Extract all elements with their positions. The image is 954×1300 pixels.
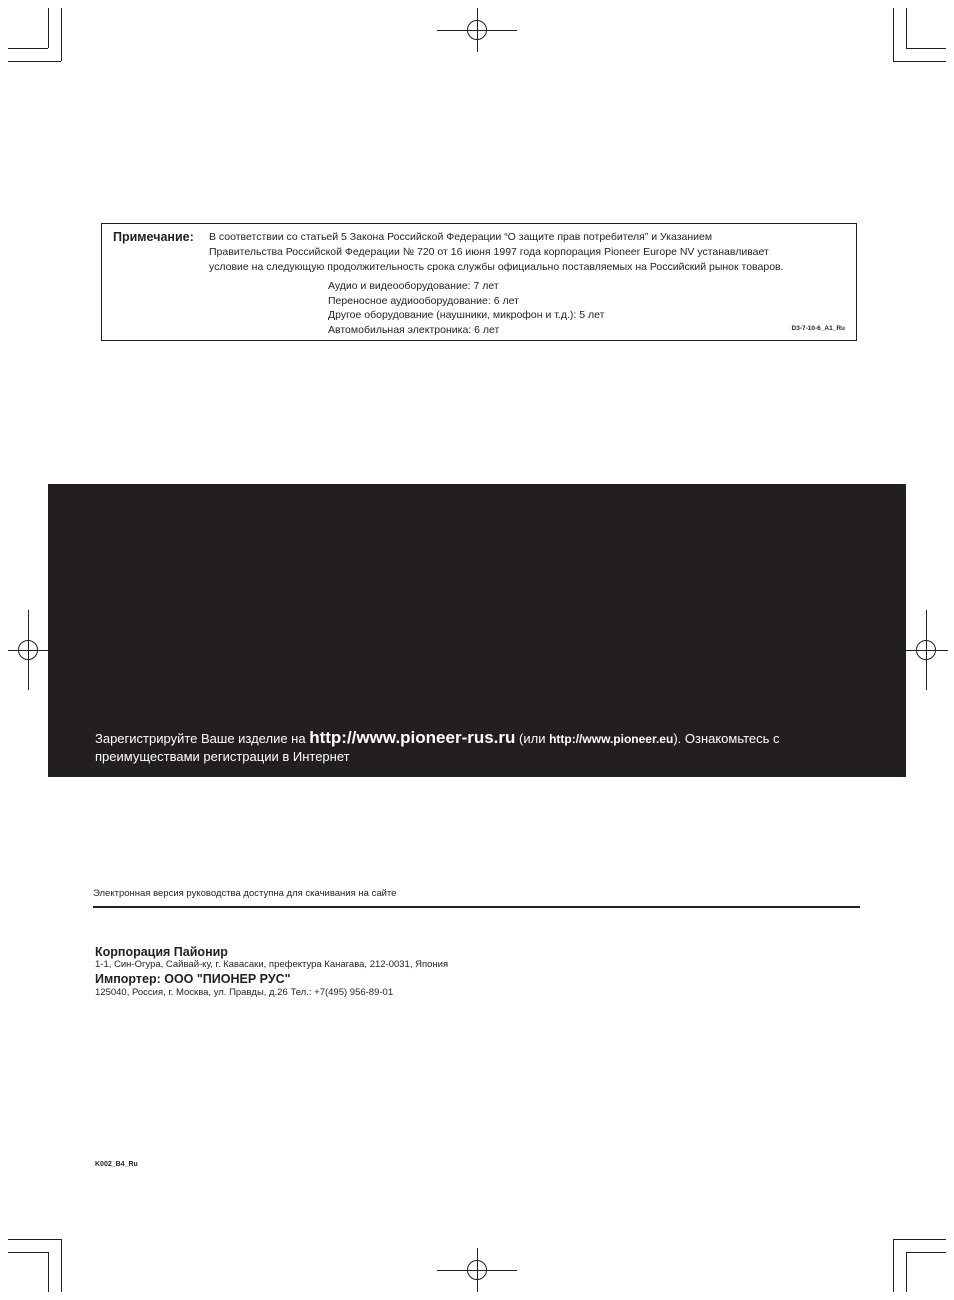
corporation-address: 1-1, Син-Огура, Сайвай-ку, г. Кавасаки, префектура Канагава, 212-0031, Япония: [95, 959, 449, 970]
importer-address: 125040, Россия, г. Москва, ул. Правды, д.26 Тел.: +7(495) 956-89-01: [95, 987, 394, 998]
document-code: K002_B4_Ru: [95, 1161, 138, 1168]
banner-prefix: Зарегистрируйте Ваше изделие на: [95, 731, 310, 746]
banner-text: [95, 729, 780, 766]
corporation-name: Корпорация Пайонир: [95, 945, 228, 959]
pioneer-rus-link[interactable]: http://www.pioneer-rus.ru: [309, 728, 516, 747]
divider-rule: [93, 906, 860, 908]
note-code: D3-7-10-6_A1_Ru: [791, 325, 845, 332]
service-life-item: Переносное аудиооборудование: 6 лет: [328, 294, 519, 307]
note-paragraph-line: В соответствии со статьей 5 Закона Российской Федерации “О защите прав потребителя” и Указанием: [209, 231, 713, 243]
registration-banner: [48, 484, 906, 777]
service-life-item: Автомобильная электроника: 6 лет: [328, 323, 500, 336]
pioneer-eu-link[interactable]: http://www.pioneer.eu: [549, 732, 674, 746]
download-note: Электронная версия руководства доступна для скачивания на сайте: [93, 888, 397, 899]
service-life-list: [328, 279, 604, 337]
banner-middle: (или: [515, 731, 550, 746]
service-life-item: Другое оборудование (наушники, микрофон и т.д.): 5 лет: [328, 309, 605, 321]
note-paragraph-line: условие на следующую продолжительность срока службы официально поставляемых на Российский рынок товаров.: [209, 261, 784, 273]
service-life-note: [101, 223, 857, 341]
banner-suffix: ). Ознакомьтесь с: [673, 731, 780, 746]
service-life-item: Аудио и видеооборудование: 7 лет: [328, 280, 499, 292]
banner-line-2: преимуществами регистрации в Интернет: [95, 749, 350, 764]
note-paragraph-line: Правительства Российской Федерации № 720 от 16 июня 1997 года корпорация Pioneer Europe NV устанавливает: [209, 246, 769, 258]
banner-line-1: [95, 729, 780, 748]
note-heading: Примечание:: [113, 230, 194, 244]
note-paragraph: [209, 230, 854, 275]
importer-name: Импортер: ООО "ПИОНЕР РУС": [95, 972, 291, 986]
